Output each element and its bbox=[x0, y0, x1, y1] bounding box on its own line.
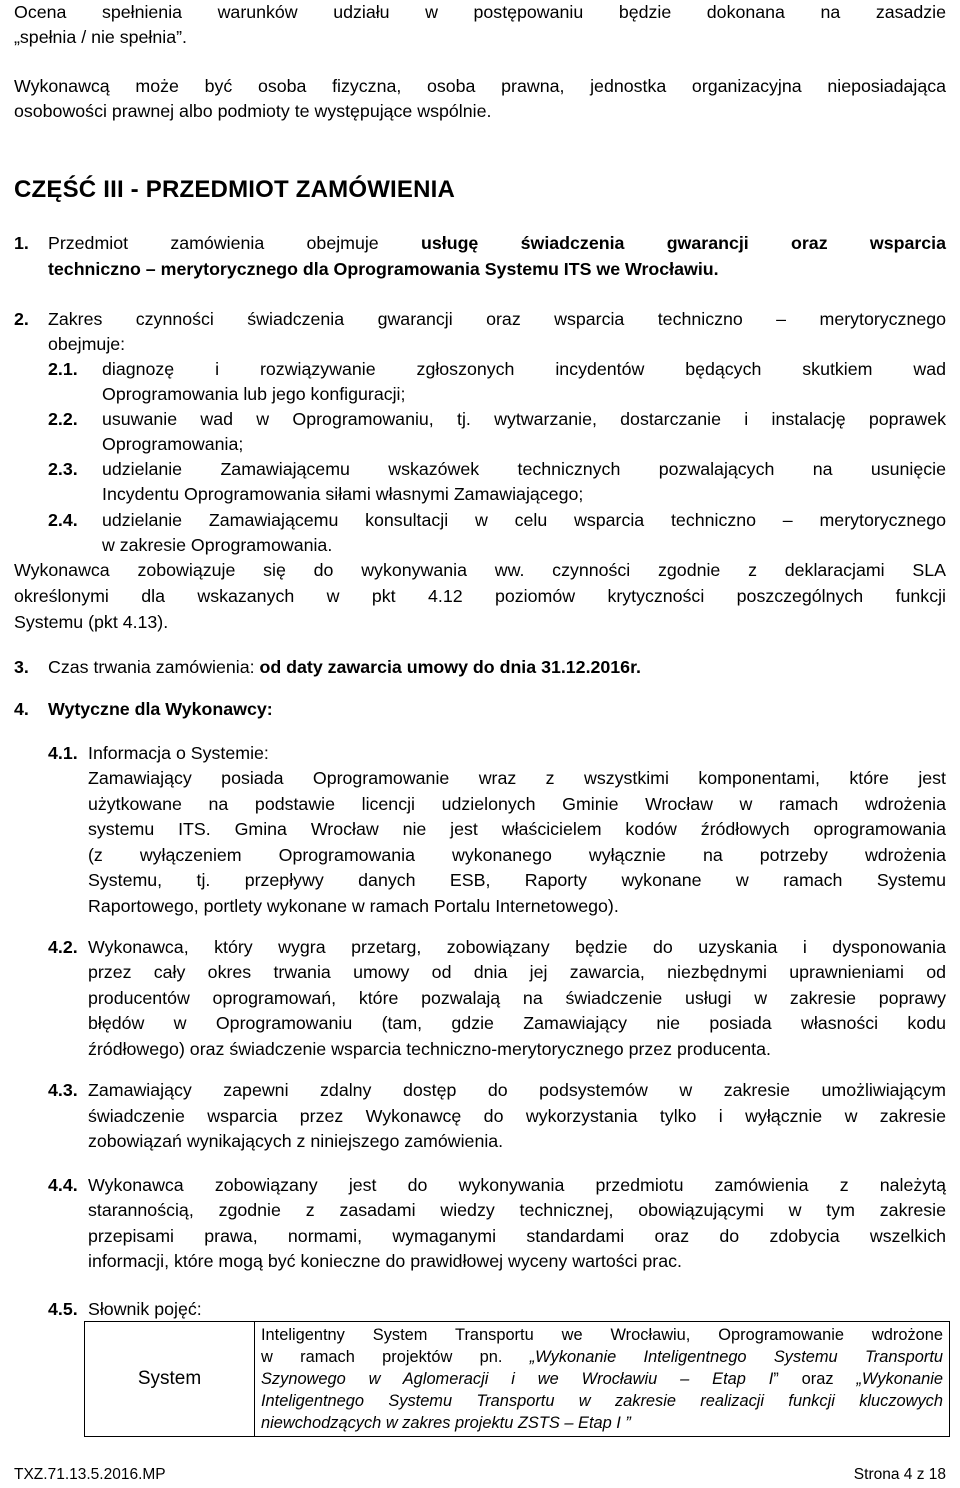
table-row bbox=[85, 1322, 950, 1437]
glossary-def-line2 bbox=[261, 1346, 943, 1368]
sla-paragraph-line2: określonymi dla wskazanych w pkt 4.12 poziomów krytyczności poszczególnych funkcji bbox=[14, 586, 946, 606]
item-2-2-number: 2.2. bbox=[48, 409, 78, 429]
section-4-1-line4: (z wyłączeniem Oprogramowania wykonanego wyłącznie na potrzeby wdrożenia bbox=[88, 845, 946, 865]
section-4-3-line2: świadczenie wsparcia przez Wykonawcę do wykorzystania tylko i wyłącznie w zakresie bbox=[88, 1106, 946, 1126]
section-4-1-line2: użytkowane na podstawie licencji udzielonych Gminie Wrocław w ramach wdrożenia bbox=[88, 794, 946, 814]
item-2-2-line2: Oprogramowania; bbox=[102, 434, 244, 454]
section-4-4-number: 4.4. bbox=[48, 1175, 78, 1195]
sla-paragraph-line1: Wykonawca zobowiązuje się do wykonywania ww. czynności zgodnie z deklaracjami SLA bbox=[14, 560, 946, 580]
glossary-def-line1: Inteligentny System Transportu we Wrocławiu, Oprogramowanie wdrożone bbox=[261, 1326, 943, 1344]
item-1-line1 bbox=[48, 231, 946, 257]
item-1-number: 1. bbox=[14, 233, 29, 253]
section-4-2-number: 4.2. bbox=[48, 937, 78, 957]
intro-paragraph-2-line2: osobowości prawnej albo podmioty te występujące wspólnie. bbox=[14, 101, 492, 121]
intro-paragraph-2-line1: Wykonawcą może być osoba fizyczna, osoba prawna, jednostka organizacyjna nieposiadająca bbox=[14, 76, 946, 96]
item-2-1-line2: Oprogramowania lub jego konfiguracji; bbox=[102, 384, 406, 404]
section-4-4-line2: starannością, zgodnie z zasadami wiedzy technicznej, obowiązującymi w tym zakresie bbox=[88, 1200, 946, 1220]
item-1-text: Przedmiot zamówienia obejmuje bbox=[48, 233, 422, 253]
section-4-2-line2: przez cały okres trwania umowy od dnia jej zawarcia, niezbędnymi uprawnieniami od bbox=[88, 962, 946, 982]
section-4-1-line6: Raportowego, portlety wykonane w ramach Portalu Internetowego). bbox=[88, 896, 619, 916]
item-2-line1: Zakres czynności świadczenia gwarancji oraz wsparcia techniczno – merytorycznego bbox=[48, 309, 946, 329]
glossary-term: System bbox=[85, 1322, 255, 1437]
item-4-title: Wytyczne dla Wykonawcy: bbox=[48, 699, 273, 719]
section-4-1-number: 4.1. bbox=[48, 743, 78, 763]
glossary-def-line3-plain: ” oraz bbox=[773, 1370, 857, 1388]
section-4-1-line3: systemu ITS. Gmina Wrocław nie jest właścicielem kodów źródłowych oprogramowania bbox=[88, 819, 946, 839]
section-4-2-line4: błędów w Oprogramowaniu (tam, gdzie Zamawiający nie posiada własności kodu bbox=[88, 1013, 946, 1033]
item-4-number: 4. bbox=[14, 699, 29, 719]
glossary-definition bbox=[255, 1322, 950, 1437]
item-2-4-line2: w zakresie Oprogramowania. bbox=[102, 535, 333, 555]
item-2-line2: obejmuje: bbox=[48, 334, 126, 354]
item-3-text: Czas trwania zamówienia: bbox=[48, 657, 260, 677]
item-2-2-line1: usuwanie wad w Oprogramowaniu, tj. wytwarzanie, dostarczanie i instalację poprawek bbox=[102, 409, 946, 429]
section-4-5-title: Słownik pojęć: bbox=[88, 1299, 202, 1319]
section-4-5-number: 4.5. bbox=[48, 1299, 78, 1319]
item-2-3-line2: Incydentu Oprogramowania siłami własnymi Zamawiającego; bbox=[102, 484, 584, 504]
section-4-3-line3: zobowiązań wynikających z niniejszego zamówienia. bbox=[88, 1131, 504, 1151]
section-4-1-title: Informacja o Systemie: bbox=[88, 743, 269, 763]
section-4-4-line3: przepisami prawa, normami, wymaganymi standardami oraz do zdobycia wszelkich bbox=[88, 1226, 946, 1246]
glossary-def-line2-plain: w ramach projektów pn. bbox=[261, 1348, 530, 1366]
intro-paragraph-1-line1: Ocena spełnienia warunków udziału w postępowaniu będzie dokonana na zasadzie bbox=[14, 2, 946, 22]
section-4-4-line4: informacji, które mogą być konieczne do prawidłowej wyceny wartości prac. bbox=[88, 1251, 682, 1271]
section-4-2-line5: źródłowego) oraz świadczenie wsparcia techniczno-merytorycznego przez producenta. bbox=[88, 1039, 771, 1059]
section-4-2-line3: producentów oprogramowań, które pozwalają na świadczenie usługi w zakresie poprawy bbox=[88, 988, 946, 1008]
section-4-3-number: 4.3. bbox=[48, 1080, 78, 1100]
item-3-number: 3. bbox=[14, 657, 29, 677]
item-2-3-number: 2.3. bbox=[48, 459, 78, 479]
item-2-4-line1: udzielanie Zamawiającemu konsultacji w celu wsparcia techniczno – merytorycznego bbox=[102, 510, 946, 530]
section-4-2-line1: Wykonawca, który wygra przetarg, zobowiązany będzie do uzyskania i dysponowania bbox=[88, 937, 946, 957]
glossary-def-line3-italic-b: „Wykonanie bbox=[856, 1370, 943, 1388]
glossary-def-line3 bbox=[261, 1368, 943, 1390]
glossary-def-line2-italic: „Wykonanie Inteligentnego Systemu Transportu bbox=[529, 1348, 943, 1366]
section-4-4-line1: Wykonawca zobowiązany jest do wykonywania przedmiotu zamówienia z należytą bbox=[88, 1175, 946, 1195]
glossary-def-line5: niewchodzących w zakres projektu ZSTS – Etap I ” bbox=[261, 1414, 631, 1432]
item-3-line bbox=[48, 655, 946, 681]
sla-paragraph-line3: Systemu (pkt 4.13). bbox=[14, 612, 169, 632]
glossary-def-line3-italic-a: Szynowego w Aglomeracji i we Wrocławiu – Etap I bbox=[261, 1370, 774, 1388]
glossary-table bbox=[84, 1321, 950, 1437]
item-1-line2: techniczno – merytorycznego dla Oprogramowania Systemu ITS we Wrocławiu. bbox=[48, 259, 719, 279]
item-1-bold-text: usługę świadczenia gwarancji oraz wsparcia bbox=[421, 233, 946, 253]
item-2-1-line1: diagnozę i rozwiązywanie zgłoszonych incydentów będących skutkiem wad bbox=[102, 359, 946, 379]
section-4-1-line5: Systemu, tj. przepływy danych ESB, Raporty wykonane w ramach Systemu bbox=[88, 870, 946, 890]
item-3-bold-text: od daty zawarcia umowy do dnia 31.12.2016r. bbox=[259, 657, 641, 677]
item-2-number: 2. bbox=[14, 309, 29, 329]
section-4-1-line1: Zamawiający posiada Oprogramowanie wraz z wszystkimi komponentami, które jest bbox=[88, 768, 946, 788]
intro-paragraph-1-line2: „spełnia / nie spełnia”. bbox=[14, 27, 187, 47]
glossary-def-line4: Inteligentnego Systemu Transportu w zakresie realizacji funkcji kluczowych bbox=[261, 1392, 943, 1410]
section-4-3-line1: Zamawiający zapewni zdalny dostęp do podsystemów w zakresie umożliwiającym bbox=[88, 1080, 946, 1100]
section-heading: CZĘŚĆ III - PRZEDMIOT ZAMÓWIENIA bbox=[14, 176, 456, 203]
item-2-4-number: 2.4. bbox=[48, 510, 78, 530]
footer-document-code: TXZ.71.13.5.2016.MP bbox=[14, 1466, 166, 1483]
footer-page-number: Strona 4 z 18 bbox=[853, 1466, 946, 1483]
item-2-3-line1: udzielanie Zamawiającemu wskazówek technicznych pozwalających na usunięcie bbox=[102, 459, 946, 479]
item-2-1-number: 2.1. bbox=[48, 359, 78, 379]
